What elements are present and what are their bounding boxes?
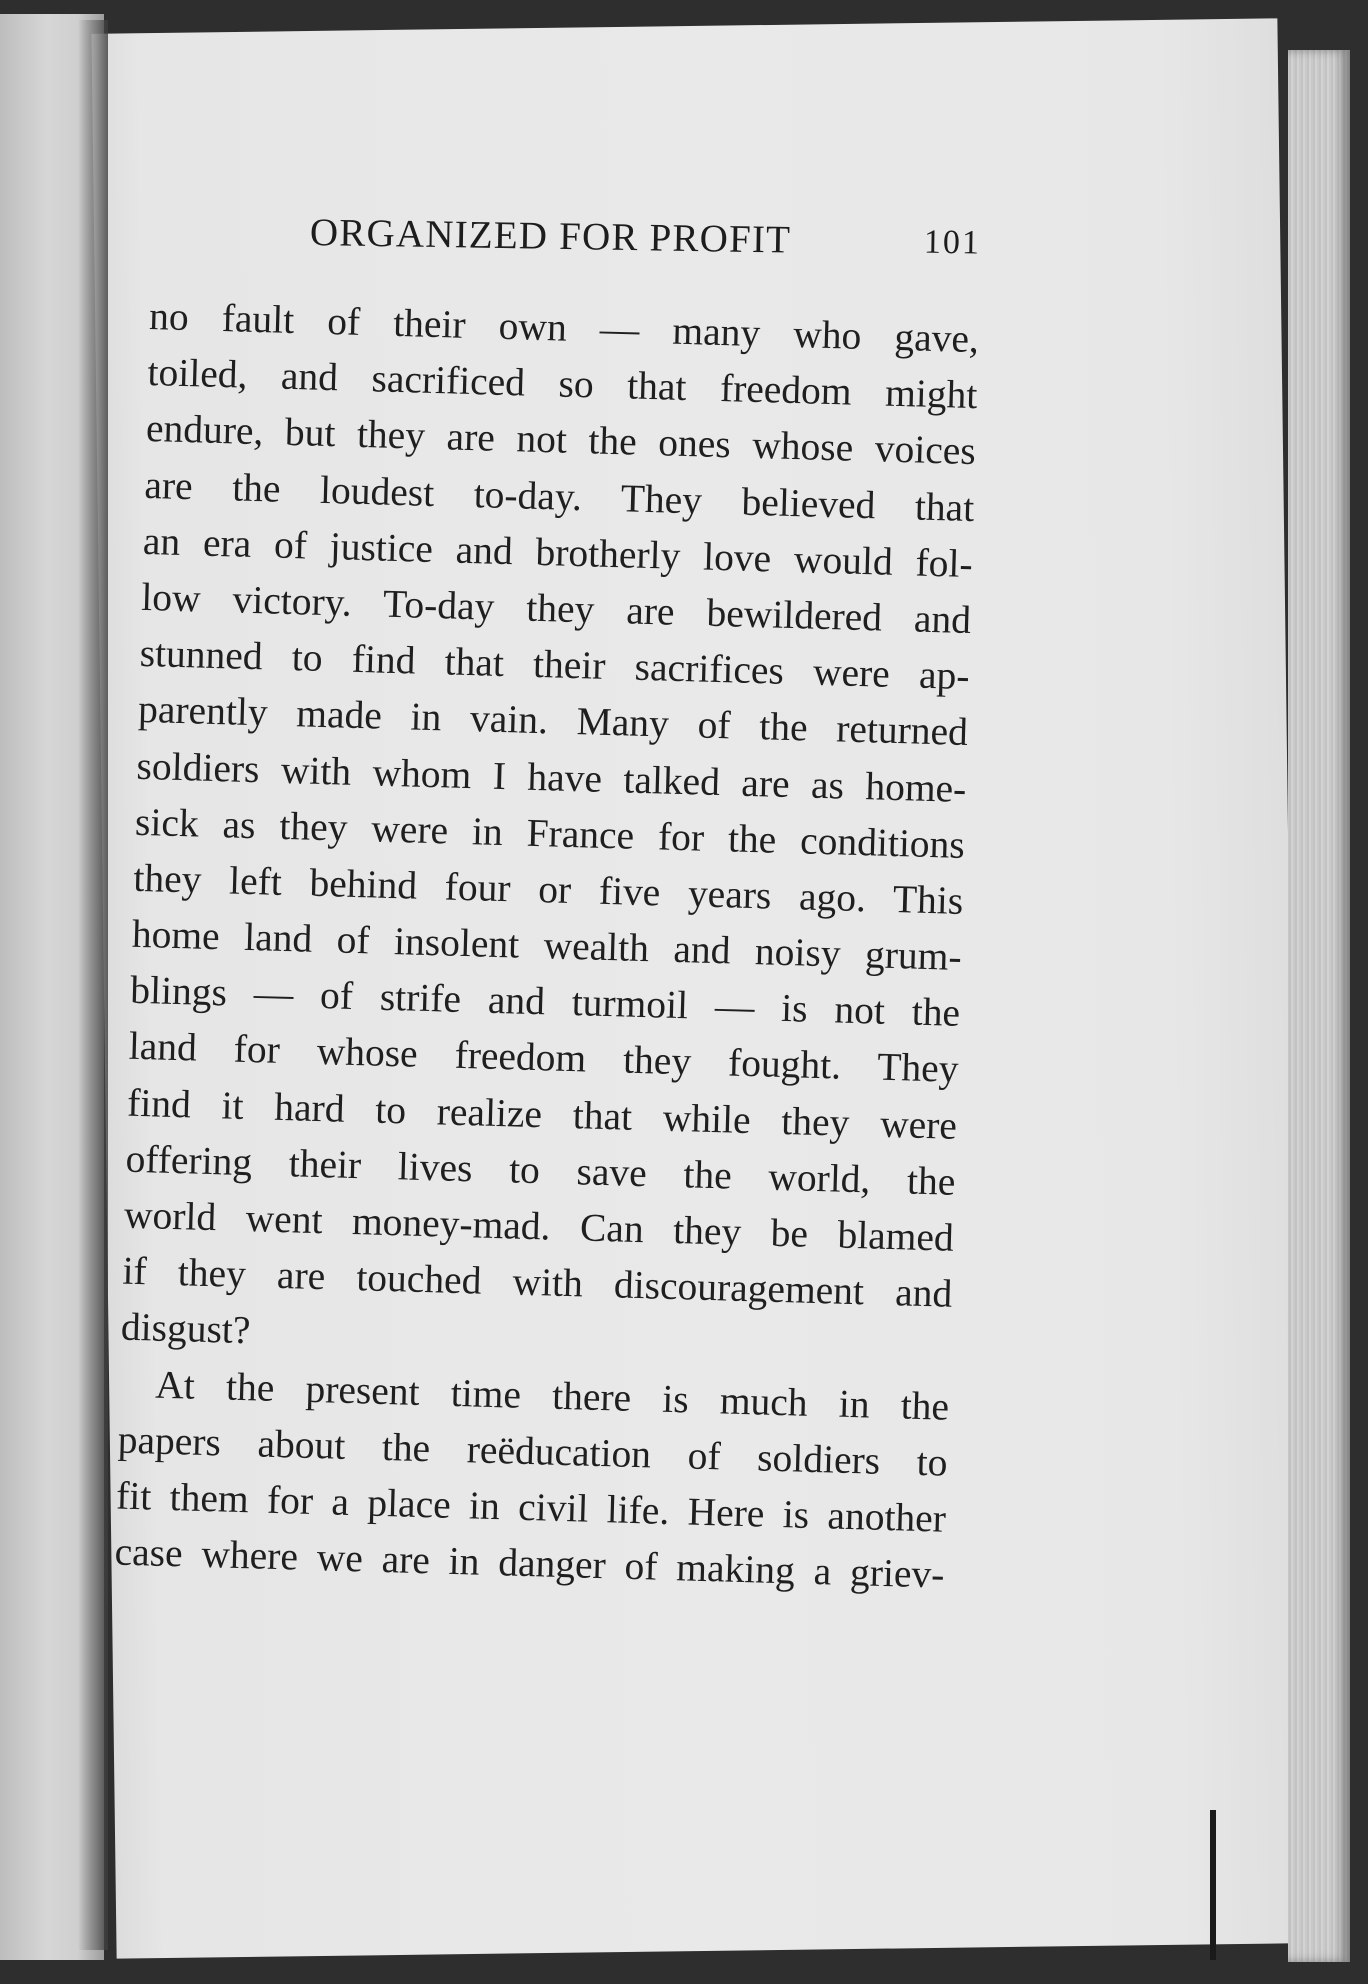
body-text	[114, 288, 980, 1603]
paragraph-1	[120, 288, 979, 1378]
text-line: papers about the reëducation of soldiers to	[117, 1417, 949, 1485]
text-line: world went money-mad. Can they be blamed	[123, 1192, 955, 1260]
text-line: parently made in vain. Many of the returned	[137, 687, 969, 755]
text-line: soldiers with whom I have talked are as home-	[136, 743, 967, 811]
page-edge-stack	[1288, 50, 1350, 1962]
page-number: 101	[923, 223, 982, 262]
text-line: toiled, and sacrificed so that freedom might	[147, 350, 978, 418]
text-line: are the loudest to-day. They believed that	[143, 462, 975, 530]
text-line: endure, but they are not the ones whose voices	[145, 406, 977, 474]
text-line: if they are touched with discouragement and	[121, 1248, 953, 1316]
text-line: blings — of strife and turmoil — is not the	[129, 967, 961, 1036]
text-line: At the present time there is much in the	[154, 1362, 950, 1429]
text-line: low victory. To-day they are bewildered and	[140, 574, 972, 642]
gutter-shadow	[78, 20, 108, 1950]
text-line: no fault of their own — many who gave,	[148, 293, 980, 362]
text-line: land for whose freedom they fought. They	[128, 1024, 960, 1092]
text-line: stunned to find that their sacrifices were ap-	[139, 630, 971, 699]
paragraph-2	[114, 1355, 950, 1603]
binding-mark	[1210, 1810, 1216, 1960]
text-line: sick as they were in France for the conditions	[134, 799, 966, 867]
text-line: case where we are in danger of making a griev-	[114, 1529, 945, 1597]
text-line: find it hard to realize that while they were	[126, 1080, 958, 1148]
text-line: offering their lives to save the world, the	[125, 1136, 956, 1204]
text-line: an era of justice and brotherly love would fol-	[142, 518, 974, 586]
text-line: they left behind four or five years ago. This	[132, 855, 964, 923]
text-line: disgust?	[120, 1304, 252, 1353]
text-line: home land of insolent wealth and noisy grum-	[131, 911, 963, 979]
text-line: fit them for a place in civil life. Here is another	[115, 1473, 947, 1541]
running-head-title: ORGANIZED FOR PROFIT	[309, 211, 792, 262]
